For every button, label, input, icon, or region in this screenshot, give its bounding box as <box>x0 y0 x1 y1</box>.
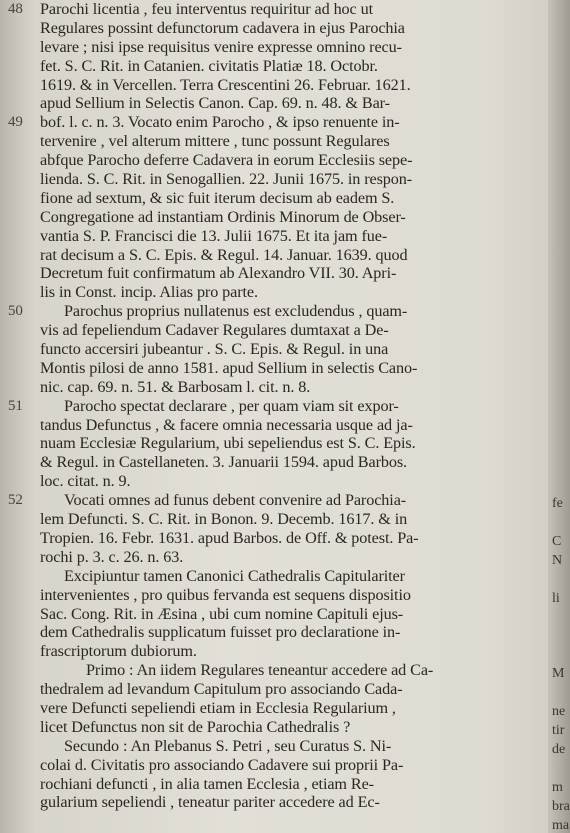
line-text: licet Defunctus non sit de Parochia Cathedralis ? <box>40 717 351 736</box>
line-text: frascriptorum dubiorum. <box>40 642 197 661</box>
text-line <box>8 548 558 567</box>
line-text: fet. S. C. Rit. in Catanien. civitatis Platiæ 18. Octobr. <box>40 56 378 75</box>
margin-fragment: ne <box>552 704 566 720</box>
text-line <box>8 586 558 605</box>
line-text: Secundo : An Plebanus S. Petri , seu Curatus S. Ni- <box>64 736 392 755</box>
margin-fragment: ma <box>552 817 570 833</box>
text-line <box>8 680 558 699</box>
text-line <box>8 246 558 265</box>
line-text: Excipiuntur tamen Canonici Cathedralis Capitulariter <box>64 566 405 585</box>
line-text: bof. l. c. n. 3. Vocato enim Parocho , & ipso renuente in- <box>40 113 400 132</box>
paragraph-number: 49 <box>8 114 23 131</box>
line-text: lis in Const. incip. Alias pro parte. <box>40 283 258 302</box>
text-line <box>8 623 558 642</box>
line-text: Decretum fuit confirmatum ab Alexandro VII. 30. Apri- <box>40 264 397 283</box>
text-line <box>8 756 558 775</box>
text-line <box>8 510 558 529</box>
paragraph-number: 50 <box>8 303 23 320</box>
text-line <box>8 208 558 227</box>
line-text: functo accersiri jubeantur . S. C. Epis. & Regul. in una <box>40 340 389 359</box>
line-text: dem Cathedralis supplicatum fuisset pro declaratione in- <box>40 623 401 642</box>
paragraph-number: 51 <box>8 397 23 414</box>
line-text: nic. cap. 69. n. 51. & Barbosam l. cit. n. 8. <box>40 377 311 396</box>
text-line <box>8 283 558 302</box>
line-text: Parocho spectat declarare , per quam viam sit expor- <box>64 396 399 415</box>
line-text: levare ; nisi ipse requisitus venire expresse omnino recu- <box>40 37 402 56</box>
text-line <box>8 227 558 246</box>
text-line <box>8 567 558 586</box>
paragraph-number: 52 <box>8 492 23 509</box>
text-line <box>8 264 558 283</box>
text-line <box>8 453 558 472</box>
line-text: 1619. & in Vercellen. Terra Crescentini 26. Februar. 1621. <box>40 75 411 94</box>
line-text: fione ad sextum, & sic fuit iterum decisum ab eadem S. <box>40 188 395 207</box>
text-line <box>8 434 558 453</box>
line-text: nuam Ecclesiæ Regularium, ubi sepeliendus est S. C. Epis. <box>40 434 416 453</box>
text-body <box>8 0 558 812</box>
text-line <box>8 113 558 132</box>
text-line <box>8 170 558 189</box>
text-line <box>8 718 558 737</box>
line-text: lienda. S. C. Rit. in Senogallien. 22. Junii 1675. in respon- <box>40 170 413 189</box>
line-text: Montis pilosi de anno 1581. apud Sellium in selectis Cano- <box>40 358 418 377</box>
text-line <box>8 94 558 113</box>
line-text: Vocati omnes ad funus debent convenire ad Parochia- <box>64 491 407 510</box>
line-text: rat decisum a S. C. Epis. & Regul. 14. Januar. 1639. quod <box>40 245 408 264</box>
line-text: rochiani defuncti , in alia tamen Ecclesia , etiam Re- <box>40 774 374 793</box>
margin-fragment: M <box>552 666 565 682</box>
paragraph-number: 48 <box>8 1 23 17</box>
text-line <box>8 359 558 378</box>
line-text: vis ad fepeliendum Cadaver Regulares dumtaxat a De- <box>40 321 389 340</box>
text-line <box>8 378 558 397</box>
margin-fragment: bra <box>552 798 570 814</box>
text-line <box>8 302 558 321</box>
line-text: tervenire , vel alterum mittere , tunc possunt Regulares <box>40 132 390 151</box>
text-line <box>8 189 558 208</box>
line-text: loc. citat. n. 9. <box>40 472 131 491</box>
margin-fragment: C <box>552 534 562 550</box>
text-line <box>8 0 558 19</box>
line-text: Parochus proprius nullatenus est excludendus , quam- <box>64 302 408 321</box>
text-line <box>8 529 558 548</box>
text-line <box>8 472 558 491</box>
line-text: colai d. Civitatis pro associando Cadavere sui proprii Pa- <box>40 755 404 774</box>
text-line <box>8 38 558 57</box>
text-line <box>8 57 558 76</box>
text-line <box>8 321 558 340</box>
line-text: Primo : An iidem Regulares teneantur accedere ad Ca- <box>86 661 434 680</box>
line-text: vere Defuncti sepeliendi etiam in Ecclesia Regularium , <box>40 698 396 717</box>
text-line <box>8 76 558 95</box>
margin-fragment: de <box>552 742 566 757</box>
line-text: intervenientes , pro quibus fervanda est sequens dispositio <box>40 585 411 604</box>
text-line <box>8 605 558 624</box>
line-text: vantia S. P. Francisci die 13. Julii 1675. Et ita jam fue- <box>40 226 388 245</box>
line-text: Tropien. 16. Febr. 1631. apud Barbos. de Off. & potest. Pa- <box>40 528 419 547</box>
line-text: apud Sellium in Selectis Canon. Cap. 69. n. 48. & Bar- <box>40 94 390 113</box>
text-line <box>8 132 558 151</box>
text-line <box>8 661 558 680</box>
line-text: rochi p. 3. c. 26. n. 63. <box>40 547 184 566</box>
line-text: Congregatione ad instantiam Ordinis Minorum de Obser- <box>40 207 406 226</box>
text-line <box>8 416 558 435</box>
text-line <box>8 793 558 812</box>
text-line <box>8 642 558 661</box>
line-text: thedralem ad levandum Capitulum pro associando Cada- <box>40 680 403 699</box>
line-text: gularium sepeliendi , teneatur pariter accedere ad Ec- <box>40 793 380 812</box>
text-line <box>8 775 558 794</box>
line-text: Regulares possint defunctorum cadavera in ejus Parochia <box>40 18 405 37</box>
margin-fragment: N <box>552 553 563 568</box>
margin-fragment: tir <box>552 723 565 739</box>
text-line <box>8 737 558 756</box>
text-line <box>8 19 558 38</box>
line-text: Sac. Cong. Rit. in Æsina , ubi cum nomine Capituli ejus- <box>40 604 404 623</box>
line-text: Parochi licentia , feu interventus requiritur ad hoc ut <box>40 0 373 18</box>
text-line <box>8 491 558 510</box>
margin-fragment: fe <box>552 496 563 512</box>
line-text: & Regul. in Castellaneten. 3. Januarii 1594. apud Barbos. <box>40 453 407 472</box>
line-text: lem Defuncti. S. C. Rit. in Bonon. 9. Decemb. 1617. & in <box>40 510 408 529</box>
margin-fragment: li <box>552 590 560 606</box>
text-line <box>8 340 558 359</box>
margin-fragment: m <box>552 779 563 795</box>
line-text: abfque Parocho deferre Cadavera in eorum Ecclesiis sepe- <box>40 151 413 170</box>
line-text: tandus Defunctus , & facere omnia necessaria usque ad ja- <box>40 415 413 434</box>
text-line <box>8 151 558 170</box>
text-line <box>8 699 558 718</box>
text-line <box>8 397 558 416</box>
